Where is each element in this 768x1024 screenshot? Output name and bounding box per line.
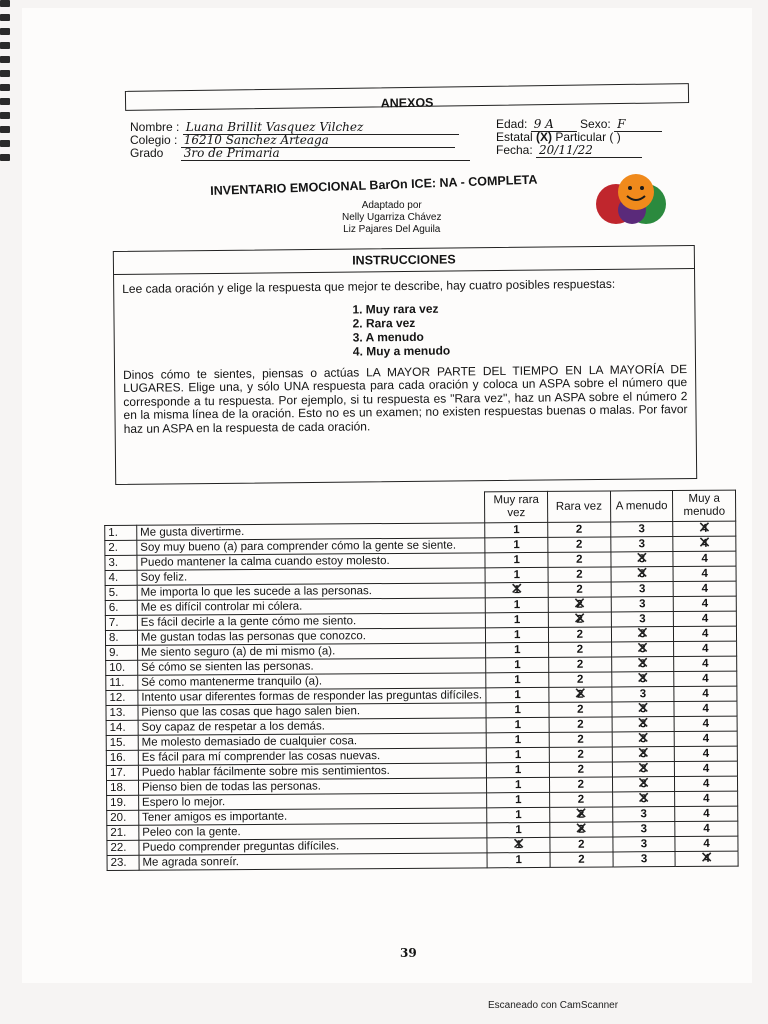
answer-option-2[interactable]: 2: [550, 852, 613, 867]
anexos-title: ANEXOS: [125, 83, 689, 111]
col-rara-vez: Rara vez: [547, 491, 610, 522]
answer-option-2[interactable]: 2: [548, 552, 611, 567]
answer-option-2[interactable]: 2: [549, 732, 612, 747]
answer-option-4-marked[interactable]: 4 ✕: [675, 851, 738, 866]
answer-option-4[interactable]: 4: [674, 701, 737, 716]
row-statement: Sé como mantenerme tranquilo (a).: [138, 673, 487, 690]
answer-option-4[interactable]: 4: [675, 836, 738, 851]
sex-label: Sexo:: [580, 117, 611, 131]
answer-option-2[interactable]: 2: [549, 717, 612, 732]
row-number: 3.: [105, 555, 137, 570]
answer-option-4[interactable]: 4: [674, 656, 737, 671]
instructions-body: Dinos cómo te sientes, piensas o actúas LA MAYOR PARTE DEL TIEMPO EN LA MAYORÍA DE LUGARES. Elige una, y sólo UNA respuesta para cada oración y coloca un ASPA sobre el número que corresponde a tu respuesta. Por ejemplo, si tu respuesta es "Rara vez", haz un ASPA sobre el número 2 en la misma línea de la oración. Esto no es un examen; no existen respuestas buenas o malas. Por favor haz un ASPA en la respuesta de cada oración.: [123, 361, 688, 436]
answer-option-3[interactable]: 3: [611, 597, 674, 612]
answer-option-1[interactable]: 1: [485, 567, 548, 582]
answer-option-3-marked[interactable]: 3 ✕: [612, 747, 675, 762]
row-statement: Pienso bien de todas las personas.: [138, 778, 487, 795]
instructions-intro: Lee cada oración y elige la respuesta que mejor te describe, hay cuatro posibles respuestas:: [122, 276, 616, 296]
row-statement: Pienso que las cosas que hago salen bien.: [138, 703, 487, 720]
answer-option-4[interactable]: 4: [673, 581, 736, 596]
instructions-heading: INSTRUCCIONES: [114, 246, 694, 275]
option-1: 1. Muy rara vez: [352, 301, 439, 317]
answer-option-2-marked[interactable]: 2 ✕: [549, 687, 612, 702]
answer-option-3-marked[interactable]: 3 ✕: [611, 552, 674, 567]
answer-option-3-marked[interactable]: 3 ✕: [612, 792, 675, 807]
answer-option-4[interactable]: 4: [674, 731, 737, 746]
answer-option-1[interactable]: 1: [486, 717, 549, 732]
answer-option-2[interactable]: 2: [549, 777, 612, 792]
row-number: 14.: [106, 720, 138, 735]
age-field[interactable]: 9 A: [531, 118, 577, 132]
row-statement: Puedo hablar fácilmente sobre mis sentimientos.: [138, 763, 487, 780]
answer-option-4[interactable]: 4: [674, 641, 737, 656]
answer-option-3[interactable]: 3: [611, 582, 674, 597]
row-statement: Puedo comprender preguntas difíciles.: [139, 838, 488, 855]
row-number: 9.: [106, 645, 138, 660]
grade-field[interactable]: 3ro de Primaria: [181, 147, 470, 161]
row-number: 8.: [105, 630, 137, 645]
answer-option-3-marked[interactable]: 3 ✕: [612, 732, 675, 747]
answer-options: [352, 298, 695, 358]
answer-option-1-marked[interactable]: 1 ✕: [487, 837, 550, 852]
author-1: Nelly Ugarriza Chávez: [342, 212, 442, 223]
answer-option-1[interactable]: 1: [487, 852, 550, 867]
row-number: 13.: [106, 705, 138, 720]
row-statement: Me siento seguro (a) de mi mismo (a).: [137, 643, 486, 660]
row-statement: Soy muy bueno (a) para comprender cómo la gente se siente.: [137, 538, 486, 555]
answer-option-1[interactable]: 1: [485, 537, 548, 552]
answer-option-1[interactable]: 1: [486, 642, 549, 657]
answer-option-1[interactable]: 1: [486, 657, 549, 672]
camscanner-watermark: Escaneado con CamScanner: [488, 1000, 619, 1011]
age-label: Edad:: [496, 117, 528, 131]
answer-option-1[interactable]: 1: [487, 732, 550, 747]
instructions-box: [113, 245, 697, 485]
answer-option-4[interactable]: 4: [675, 821, 738, 836]
answer-option-3-marked[interactable]: 3 ✕: [611, 567, 674, 582]
answer-option-2[interactable]: 2: [549, 747, 612, 762]
answer-option-3[interactable]: 3: [610, 537, 673, 552]
answer-option-1[interactable]: 1: [487, 792, 550, 807]
answer-option-2-marked[interactable]: 2 ✕: [548, 597, 611, 612]
table-header-row: [105, 490, 736, 525]
answer-option-3-marked[interactable]: 3 ✕: [611, 657, 674, 672]
answer-option-4[interactable]: 4: [674, 686, 737, 701]
answer-option-4[interactable]: 4: [675, 761, 738, 776]
answer-option-2-marked[interactable]: 2 ✕: [550, 807, 613, 822]
answer-option-3[interactable]: 3: [612, 807, 675, 822]
particular-label[interactable]: Particular ( ): [555, 130, 621, 144]
school-field[interactable]: 16210 Sanchez Arteaga: [181, 134, 455, 148]
adapted-by: Adaptado por: [361, 200, 422, 211]
answer-option-4[interactable]: 4: [674, 611, 737, 626]
answer-option-3[interactable]: 3: [612, 822, 675, 837]
answer-option-4[interactable]: 4: [673, 566, 736, 581]
name-label: Nombre :: [130, 120, 180, 134]
row-statement: Tener amigos es importante.: [139, 808, 488, 825]
row-number: 18.: [107, 780, 139, 795]
answer-option-2[interactable]: 2: [549, 702, 612, 717]
answer-option-3-marked[interactable]: 3 ✕: [611, 672, 674, 687]
row-statement: Espero lo mejor.: [138, 793, 487, 810]
answer-option-4[interactable]: 4: [674, 716, 737, 731]
row-number: 15.: [106, 735, 138, 750]
row-statement: Me molesto demasiado de cualquier cosa.: [138, 733, 487, 750]
row-number: 7.: [105, 615, 137, 630]
answer-option-2[interactable]: 2: [548, 582, 611, 597]
estatal-label: Estatal: [496, 130, 533, 144]
student-details: [496, 118, 662, 157]
option-3: 3. A menudo: [352, 329, 424, 345]
answer-option-1[interactable]: 1: [486, 672, 549, 687]
ring-binding: [0, 0, 14, 210]
answer-option-3-marked[interactable]: 3 ✕: [612, 777, 675, 792]
row-number: 1.: [105, 525, 137, 540]
answer-option-3[interactable]: 3: [612, 687, 675, 702]
answer-option-2[interactable]: 2: [550, 792, 613, 807]
answer-option-4[interactable]: 4: [674, 671, 737, 686]
estatal-check[interactable]: (X): [536, 130, 553, 144]
inventory-table: [104, 490, 739, 871]
answer-option-4[interactable]: 4: [675, 791, 738, 806]
answer-option-3[interactable]: 3: [610, 522, 673, 537]
grade-label: Grado: [130, 146, 164, 160]
answer-option-4-marked[interactable]: 4 ✕: [673, 536, 736, 551]
answer-option-2-marked[interactable]: 2 ✕: [550, 822, 613, 837]
answer-option-3[interactable]: 3: [613, 852, 676, 867]
row-statement: Puedo mantener la calma cuando estoy molesto.: [137, 553, 486, 570]
row-number: 11.: [106, 675, 138, 690]
row-number: 21.: [107, 825, 139, 840]
answer-option-4[interactable]: 4: [674, 626, 737, 641]
row-number: 2.: [105, 540, 137, 555]
answer-option-2[interactable]: 2: [548, 567, 611, 582]
author-2: Liz Pajares Del Aguila: [343, 224, 441, 235]
answer-option-3[interactable]: 3: [611, 612, 674, 627]
row-statement: Soy feliz.: [137, 568, 486, 585]
answer-option-1[interactable]: 1: [486, 627, 549, 642]
school-label: Colegio :: [130, 133, 178, 147]
answer-option-4[interactable]: 4: [673, 551, 736, 566]
row-statement: Me importa lo que les sucede a las personas.: [137, 583, 486, 600]
answer-option-1[interactable]: 1: [487, 807, 550, 822]
option-4: 4. Muy a menudo: [352, 343, 451, 359]
row-number: 12.: [106, 690, 138, 705]
answer-option-2[interactable]: 2: [548, 522, 611, 537]
answer-option-1[interactable]: 1: [485, 552, 548, 567]
student-labels: [130, 121, 470, 160]
row-statement: Me agrada sonreír.: [139, 853, 488, 870]
answer-option-2[interactable]: 2: [549, 762, 612, 777]
answer-option-4[interactable]: 4: [675, 806, 738, 821]
answer-option-1[interactable]: 1: [486, 702, 549, 717]
row-statement: Me es difícil controlar mi cólera.: [137, 598, 486, 615]
row-number: 17.: [106, 765, 138, 780]
row-statement: Es fácil decirle a la gente cómo me siento.: [137, 613, 486, 630]
answer-option-3-marked[interactable]: 3 ✕: [611, 627, 674, 642]
col-muy-a-menudo: Muy a menudo: [673, 490, 736, 521]
page-number: 39: [400, 946, 417, 960]
blank-header: [105, 492, 486, 526]
answer-option-1[interactable]: 1: [485, 522, 548, 537]
answer-option-4[interactable]: 4: [674, 596, 737, 611]
row-statement: Intento usar diferentes formas de responder las preguntas difíciles.: [138, 688, 487, 705]
answer-option-2[interactable]: 2: [548, 537, 611, 552]
row-statement: Me gusta divertirme.: [137, 523, 486, 540]
answer-option-3-marked[interactable]: 3 ✕: [612, 717, 675, 732]
answer-option-2[interactable]: 2: [549, 642, 612, 657]
answer-option-2[interactable]: 2: [549, 657, 612, 672]
answer-option-1[interactable]: 1: [487, 777, 550, 792]
answer-option-2-marked[interactable]: 2 ✕: [548, 612, 611, 627]
answer-option-1[interactable]: 1: [486, 612, 549, 627]
row-statement: Soy capaz de respetar a los demás.: [138, 718, 487, 735]
row-number: 23.: [107, 855, 139, 870]
answer-option-3-marked[interactable]: 3 ✕: [612, 702, 675, 717]
option-2: 2. Rara vez: [352, 315, 416, 331]
answer-option-2[interactable]: 2: [550, 837, 613, 852]
date-label: Fecha:: [496, 143, 533, 157]
name-field[interactable]: Luana Brillit Vasquez Vilchez: [183, 121, 459, 135]
smiley-logo-icon: [592, 168, 670, 228]
col-muy-rara-vez: Muy rara vez: [485, 491, 548, 522]
row-number: 16.: [106, 750, 138, 765]
row-statement: Sé cómo se sienten las personas.: [138, 658, 487, 675]
row-number: 10.: [106, 660, 138, 675]
credits: [342, 200, 441, 236]
row-number: 5.: [105, 585, 137, 600]
answer-option-1[interactable]: 1: [486, 597, 549, 612]
answer-option-1[interactable]: 1: [487, 747, 550, 762]
answer-option-1[interactable]: 1: [486, 687, 549, 702]
answer-option-4[interactable]: 4: [675, 776, 738, 791]
scanned-page: [22, 8, 752, 983]
row-number: 4.: [105, 570, 137, 585]
row-statement: Es fácil para mí comprender las cosas nuevas.: [138, 748, 487, 765]
date-field[interactable]: 20/11/22: [536, 144, 642, 158]
answer-option-3[interactable]: 3: [613, 837, 676, 852]
row-number: 6.: [105, 600, 137, 615]
answer-option-3-marked[interactable]: 3 ✕: [612, 762, 675, 777]
answer-option-1-marked[interactable]: 1 ✕: [485, 582, 548, 597]
sex-field[interactable]: F: [614, 118, 662, 132]
row-number: 19.: [107, 795, 139, 810]
answer-option-1[interactable]: 1: [487, 762, 550, 777]
answer-option-4[interactable]: 4: [675, 746, 738, 761]
row-statement: Peleo con la gente.: [139, 823, 488, 840]
answer-option-3-marked[interactable]: 3 ✕: [611, 642, 674, 657]
answer-option-2[interactable]: 2: [549, 672, 612, 687]
row-number: 20.: [107, 810, 139, 825]
answer-option-1[interactable]: 1: [487, 822, 550, 837]
answer-option-2[interactable]: 2: [548, 627, 611, 642]
inventory-title: INVENTARIO EMOCIONAL BarOn ICE: NA - COMPLETA: [210, 172, 538, 198]
row-statement: Me gustan todas las personas que conozco.: [137, 628, 486, 645]
col-a-menudo: A menudo: [610, 491, 673, 522]
answer-option-4-marked[interactable]: 4 ✕: [673, 521, 736, 536]
row-number: 22.: [107, 840, 139, 855]
